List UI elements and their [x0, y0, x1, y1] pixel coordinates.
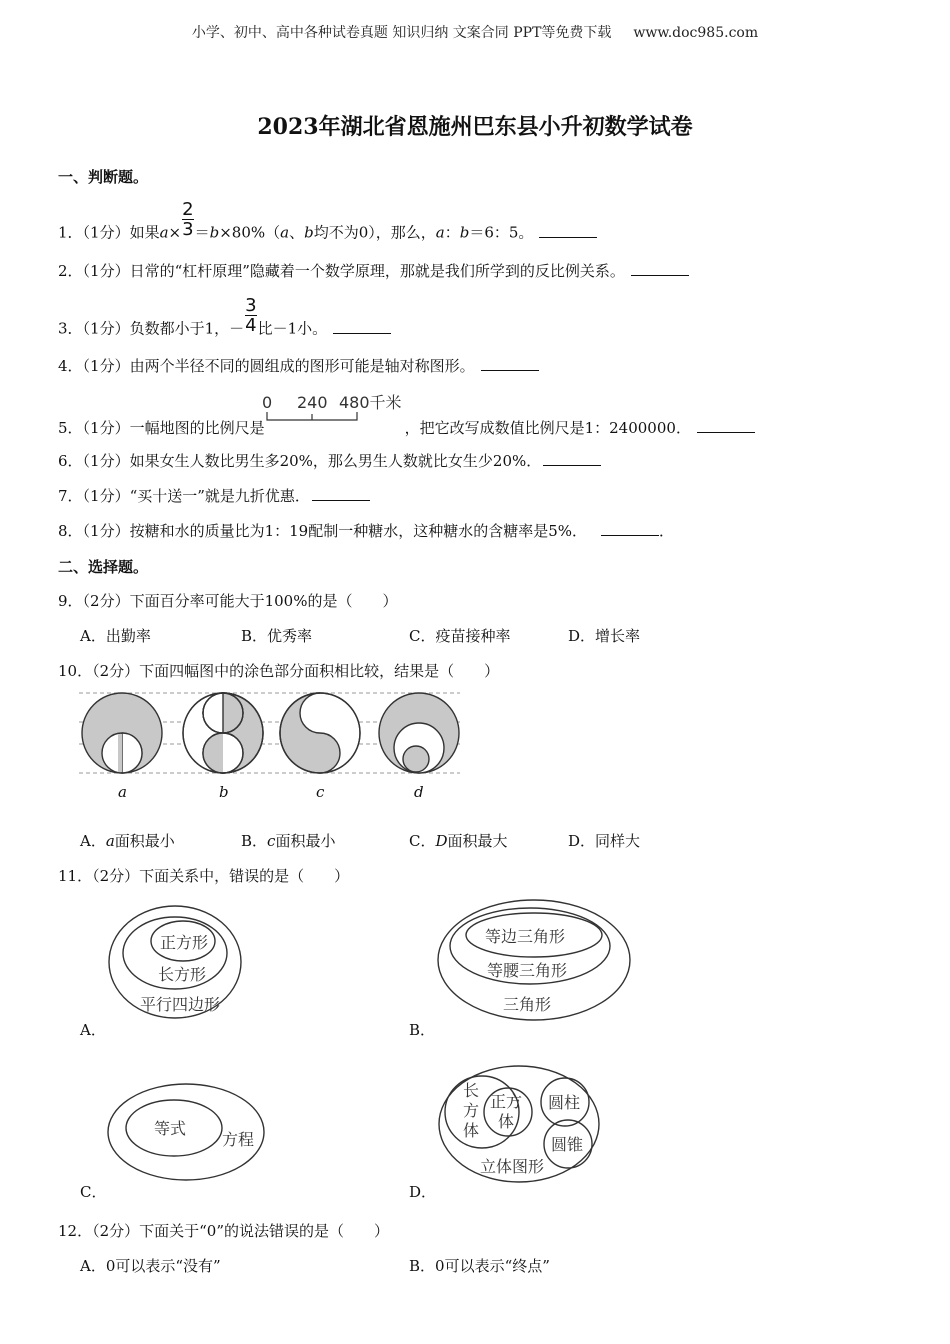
q1-text1: ×80%（ — [219, 223, 281, 242]
q10-option-a[interactable] — [80, 830, 175, 851]
label-parallelogram: 平行四边形 — [140, 995, 221, 1014]
q3-frac-num: 3 — [245, 295, 257, 316]
scale-bar-drawing — [261, 392, 405, 432]
question-1 — [58, 200, 597, 243]
q8-text: 8．（1分）按糖和水的质量比为1：19配制一种糖水，这种糖水的含糖率是5%． — [58, 522, 588, 540]
q10-opt-c-text: 面积最大 — [447, 832, 508, 850]
q11-option-a[interactable]: A． — [80, 1021, 106, 1039]
q9-option-c[interactable]: C．疫苗接种率 — [409, 627, 511, 645]
q8-end: ． — [659, 522, 675, 540]
answer-blank-8[interactable] — [601, 534, 659, 536]
question-6 — [58, 450, 601, 471]
q10-opt-a-prefix: A． — [80, 832, 106, 850]
scale-label-0: 0 — [261, 393, 272, 412]
answer-blank-6[interactable] — [543, 464, 601, 466]
q12-option-b[interactable]: B．0可以表示“终点” — [409, 1257, 550, 1275]
header-left-text: 小学、初中、高中各种试卷真题 知识归纳 文案合同 PPT等免费下载 — [191, 25, 612, 41]
q1-var-b2: b — [304, 223, 314, 242]
circle-figure-d — [379, 693, 459, 773]
label-isosceles: 等腰三角形 — [487, 961, 568, 980]
q1-var-b3: b — [459, 223, 470, 242]
scale-bar — [261, 392, 405, 432]
figure-label-b: b — [219, 783, 229, 801]
question-4 — [58, 355, 539, 376]
exam-title: 2023年湖北省恩施州巴东县小升初数学试卷 — [257, 114, 693, 140]
q10-option-c[interactable] — [409, 830, 508, 851]
label-equality: 等式 — [154, 1119, 187, 1138]
q10-opt-b-var: c — [267, 832, 276, 850]
question-2 — [58, 260, 689, 281]
section-title-judgement: 一、判断题。 — [58, 168, 149, 186]
q9-option-d[interactable]: D．增长率 — [568, 627, 641, 645]
question-12: 12．（2分）下面关于“0”的说法错误的是（ ） — [58, 1222, 390, 1240]
q10-opt-b-prefix: B． — [241, 832, 268, 850]
q11-option-d[interactable]: D． — [409, 1183, 437, 1201]
circle-figure-c — [280, 693, 360, 773]
question-3 — [58, 296, 391, 339]
q1-frac-den: 3 — [182, 219, 194, 240]
q11-diagram-d — [432, 1060, 608, 1188]
q9-option-a[interactable]: A．出勤率 — [80, 627, 151, 645]
q1-sep: 、 — [289, 223, 305, 242]
question-8 — [58, 520, 674, 541]
q1-times: × — [168, 223, 182, 242]
q3-prefix: 3．（1分）负数都小于1，－ — [58, 319, 245, 338]
q3-fraction — [245, 296, 256, 335]
q10-option-b[interactable] — [241, 830, 335, 851]
header-url[interactable]: www.doc985.com — [633, 25, 759, 41]
question-11: 11．（2分）下面关系中，错误的是（ ） — [58, 867, 350, 885]
label-cuboid-3: 体 — [463, 1121, 480, 1140]
q10-opt-c-prefix: C． — [409, 832, 436, 850]
label-solid-figure: 立体图形 — [480, 1157, 545, 1176]
figure-label-d: d — [414, 783, 424, 801]
q7-text: 7．（1分）“买十送一”就是九折优惠． — [58, 487, 310, 505]
label-square: 正方形 — [160, 933, 209, 952]
answer-blank-2[interactable] — [631, 274, 689, 276]
q3-text: 比－1小。 — [257, 319, 328, 338]
q1-var-a: a — [159, 223, 169, 242]
q3-frac-den: 4 — [245, 315, 257, 336]
question-10: 10．（2分）下面四幅图中的涂色部分面积相比较，结果是（ ） — [58, 662, 500, 680]
q9-option-b[interactable]: B．优秀率 — [241, 627, 313, 645]
q10-opt-c-var: D — [435, 832, 448, 850]
label-equation: 方程 — [222, 1130, 255, 1149]
label-cube-1: 正方 — [490, 1092, 523, 1111]
q12-option-a[interactable]: A．0可以表示“没有” — [80, 1257, 221, 1275]
label-cuboid-1: 长 — [463, 1081, 480, 1100]
q5-prefix: 5．（1分）一幅地图的比例尺是 — [58, 419, 265, 437]
q1-fraction — [182, 200, 193, 239]
q11-diagram-c — [100, 1078, 280, 1184]
scale-label-480: 480千米 — [338, 393, 402, 412]
answer-blank-4[interactable] — [481, 369, 539, 371]
label-cuboid-2: 方 — [463, 1101, 480, 1120]
label-cylinder: 圆柱 — [548, 1093, 581, 1112]
q1-text3: ＝6：5。 — [469, 223, 534, 242]
q6-text: 6．（1分）如果女生人数比男生多20%，那么男生人数就比女生少20%． — [58, 452, 542, 470]
q1-var-a2: a — [280, 223, 290, 242]
q1-prefix: 1．（1分）如果 — [58, 223, 160, 242]
q11-diagram-a — [100, 898, 250, 1024]
q4-text: 4．（1分）由两个半径不同的圆组成的图形可能是轴对称图形。 — [58, 357, 475, 375]
q10-opt-a-var: a — [105, 832, 115, 850]
question-5 — [58, 392, 755, 438]
q5-text: ，把它改写成数值比例尺是1：2400000． — [404, 419, 691, 437]
q2-text: 2．（1分）日常的“杠杆原理”隐藏着一个数学原理，那就是我们所学到的反比例关系。 — [58, 262, 625, 280]
scale-label-240: 240 — [296, 393, 328, 412]
q1-var-b: b — [209, 223, 220, 242]
q10-figure — [75, 686, 465, 806]
label-triangle: 三角形 — [503, 995, 552, 1014]
label-cube-2: 体 — [498, 1112, 515, 1131]
q11-option-c[interactable]: C． — [80, 1183, 107, 1201]
q1-frac-num: 2 — [182, 199, 194, 220]
label-rectangle: 长方形 — [158, 965, 207, 984]
question-9: 9．（2分）下面百分率可能大于100%的是（ ） — [58, 592, 398, 610]
q11-option-b[interactable]: B． — [409, 1021, 436, 1039]
answer-blank-1[interactable] — [539, 236, 597, 238]
section-title-choice: 二、选择题。 — [58, 558, 149, 576]
q1-var-a3: a — [435, 223, 445, 242]
answer-blank-5[interactable] — [697, 431, 755, 433]
q11-diagram-b — [430, 894, 640, 1028]
q1-equals: ＝ — [194, 223, 210, 242]
question-7 — [58, 485, 370, 506]
q10-opt-a-text: 面积最小 — [114, 832, 175, 850]
figure-label-a: a — [118, 783, 127, 801]
circle-figure-a — [82, 693, 162, 773]
figure-label-c: c — [316, 783, 325, 801]
q1-text2: 均不为0），那么， — [313, 223, 436, 242]
q10-option-d[interactable]: D．同样大 — [568, 832, 641, 850]
label-equilateral: 等边三角形 — [485, 927, 566, 946]
circle-figure-b — [183, 693, 263, 773]
answer-blank-7[interactable] — [312, 499, 370, 501]
q1-colon: ： — [444, 223, 460, 242]
answer-blank-3[interactable] — [333, 332, 391, 334]
label-cone: 圆锥 — [551, 1135, 584, 1154]
q10-opt-b-text: 面积最小 — [275, 832, 336, 850]
page-header — [0, 22, 950, 42]
